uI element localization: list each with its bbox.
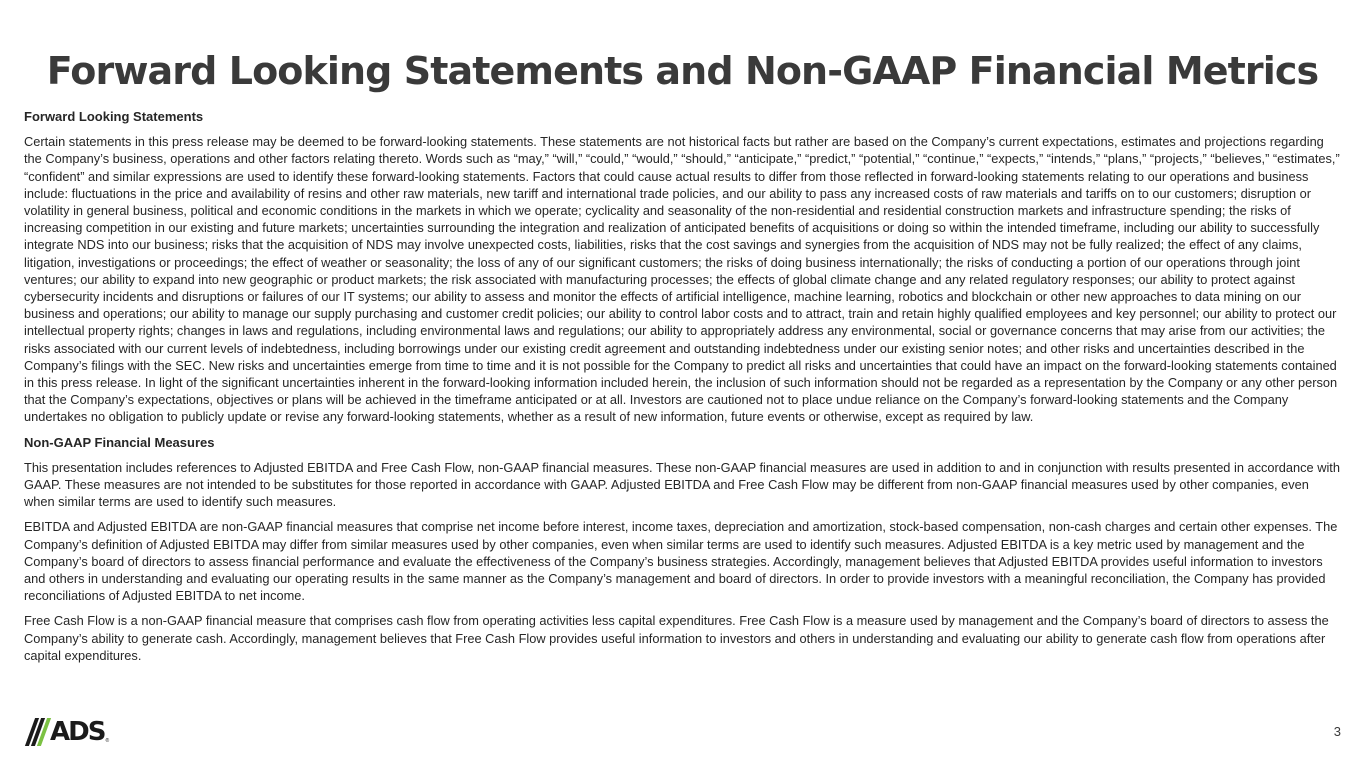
non-gaap-paragraph-1: This presentation includes references to Adjusted EBITDA and Free Cash Flow, non-GAAP financial measures. These non-GAAP financial measures are used in addition to and in conjunction with results presented in accordance with GAAP. These measures are not intended to be substitutes for those reported in accordance with GAAP. Adjusted EBITDA and Free Cash Flow may be different from non-GAAP financial measures used by other companies, even when similar terms are used to identify such measures. (24, 459, 1340, 510)
slide-content (24, 108, 1342, 672)
non-gaap-paragraph-3: Free Cash Flow is a non-GAAP financial measure that comprises cash flow from operating activities less capital expenditures. Free Cash Flow is a measure used by management and the Company’s board of directors to assess the Company’s ability to generate cash. Accordingly, management believes that Free Cash Flow provides useful information to investors and others in understanding and evaluating our ability to generate cash flow from operations after capital expenditures. (24, 613, 1329, 663)
logo-trademark: ® (105, 738, 110, 744)
page-title: Forward Looking Statements and Non-GAAP Financial Metrics (46, 49, 1319, 93)
ads-logo (30, 716, 109, 746)
logo-wordmark: ADS (50, 717, 105, 747)
non-gaap-paragraph-2: EBITDA and Adjusted EBITDA are non-GAAP financial measures that comprise net income before interest, income taxes, depreciation and amortization, stock-based compensation, non-cash charges and certain other expenses. The Company’s definition of Adjusted EBITDA may differ from similar measures used by other companies, even when similar terms are used to identify such measures. Adjusted EBITDA is a key metric used by management and the Company’s board of directors to assess financial performance and evaluate the effectiveness of the Company’s business strategies. Accordingly, management believes that Adjusted EBITDA provides useful information to investors and others in understanding and evaluating our operating results in the same manner as the Company’s management and board of directors. In order to provide investors with a meaningful reconciliation, the Company has provided reconciliations of Adjusted EBITDA to net income. (24, 519, 1338, 604)
forward-looking-paragraph: Certain statements in this press release may be deemed to be forward-looking statements. These statements are not historical facts but rather are based on the Company’s current expectations, estimates and projections regarding the Company’s business, operations and other factors relating thereto. Words such as “may,” “will,” “could,” “would,” “should,” “anticipate,” “predict,” “potential,” “continue,” “expects,” “intends,” “plans,” “projects,” “believes,” “estimates,” “confident” and similar expressions are used to identify these forward-looking statements. Factors that could cause actual results to differ from those reflected in forward-looking statements relating to our operations and business include: fluctuations in the price and availability of resins and other raw materials, new tariff and international trade policies, and our ability to pass any increased costs of raw materials and tariffs on to our customers; disruption or volatility in general business, political and economic conditions in the markets in which we operate; cyclicality and seasonality of the non-residential and residential construction markets and infrastructure spending; the risks of increasing competition in our existing and future markets; uncertainties surrounding the integration and realization of anticipated benefits of acquisitions or doing so within the intended timeframe, including our ability to successfully integrate NDS into our business; risks that the acquisition of NDS may involve unexpected costs, liabilities, risks that the cost savings and synergies from the acquisition of NDS may not be fully realized; the effect of any claims, litigation, investigations or proceedings; the effect of weather or seasonality; the loss of any of our significant customers; the risks of doing business internationally; the risks of conducting a portion of our operations through joint ventures; our ability to expand into new geographic or product markets; the risk associated with manufacturing processes; the effects of global climate change and any related regulatory responses; our ability to protect against cybersecurity incidents and disruptions or failures of our IT systems; our ability to assess and monitor the effects of artificial intelligence, machine learning, robotics and blockchain or other new approaches to data mining on our business and operations; our ability to manage our supply purchasing and customer credit policies; our ability to control labor costs and to attract, train and retain highly qualified employees and key personnel; our ability to protect our intellectual property rights; changes in laws and regulations, including environmental laws and regulations; our ability to appropriately address any environmental, social or governance concerns that may arise from our activities; the risks associated with our current levels of indebtedness, including borrowings under our existing credit agreement and outstanding indebtedness under our existing senior notes; and other risks and uncertainties described in the Company’s filings with the SEC. New risks and uncertainties emerge from time to time and it is not possible for the Company to predict all risks and uncertainties that could have an impact on the forward-looking statements contained in this press release. In light of the significant uncertainties inherent in the forward-looking information included herein, the inclusion of such information should not be regarded as a representation by the Company or any other person that the Company’s expectations, objectives or plans will be achieved in the timeframe anticipated or at all. Investors are cautioned not to place undue reliance on the Company’s forward-looking statements and the Company undertakes no obligation to publicly update or revise any forward-looking statements, whether as a result of new information, future events or otherwise, except as required by law. (24, 134, 1340, 425)
forward-looking-heading: Forward Looking Statements (24, 109, 204, 124)
logo-slashes-icon (30, 718, 48, 746)
non-gaap-heading: Non-GAAP Financial Measures (24, 434, 215, 450)
page-number: 3 (1333, 724, 1341, 739)
